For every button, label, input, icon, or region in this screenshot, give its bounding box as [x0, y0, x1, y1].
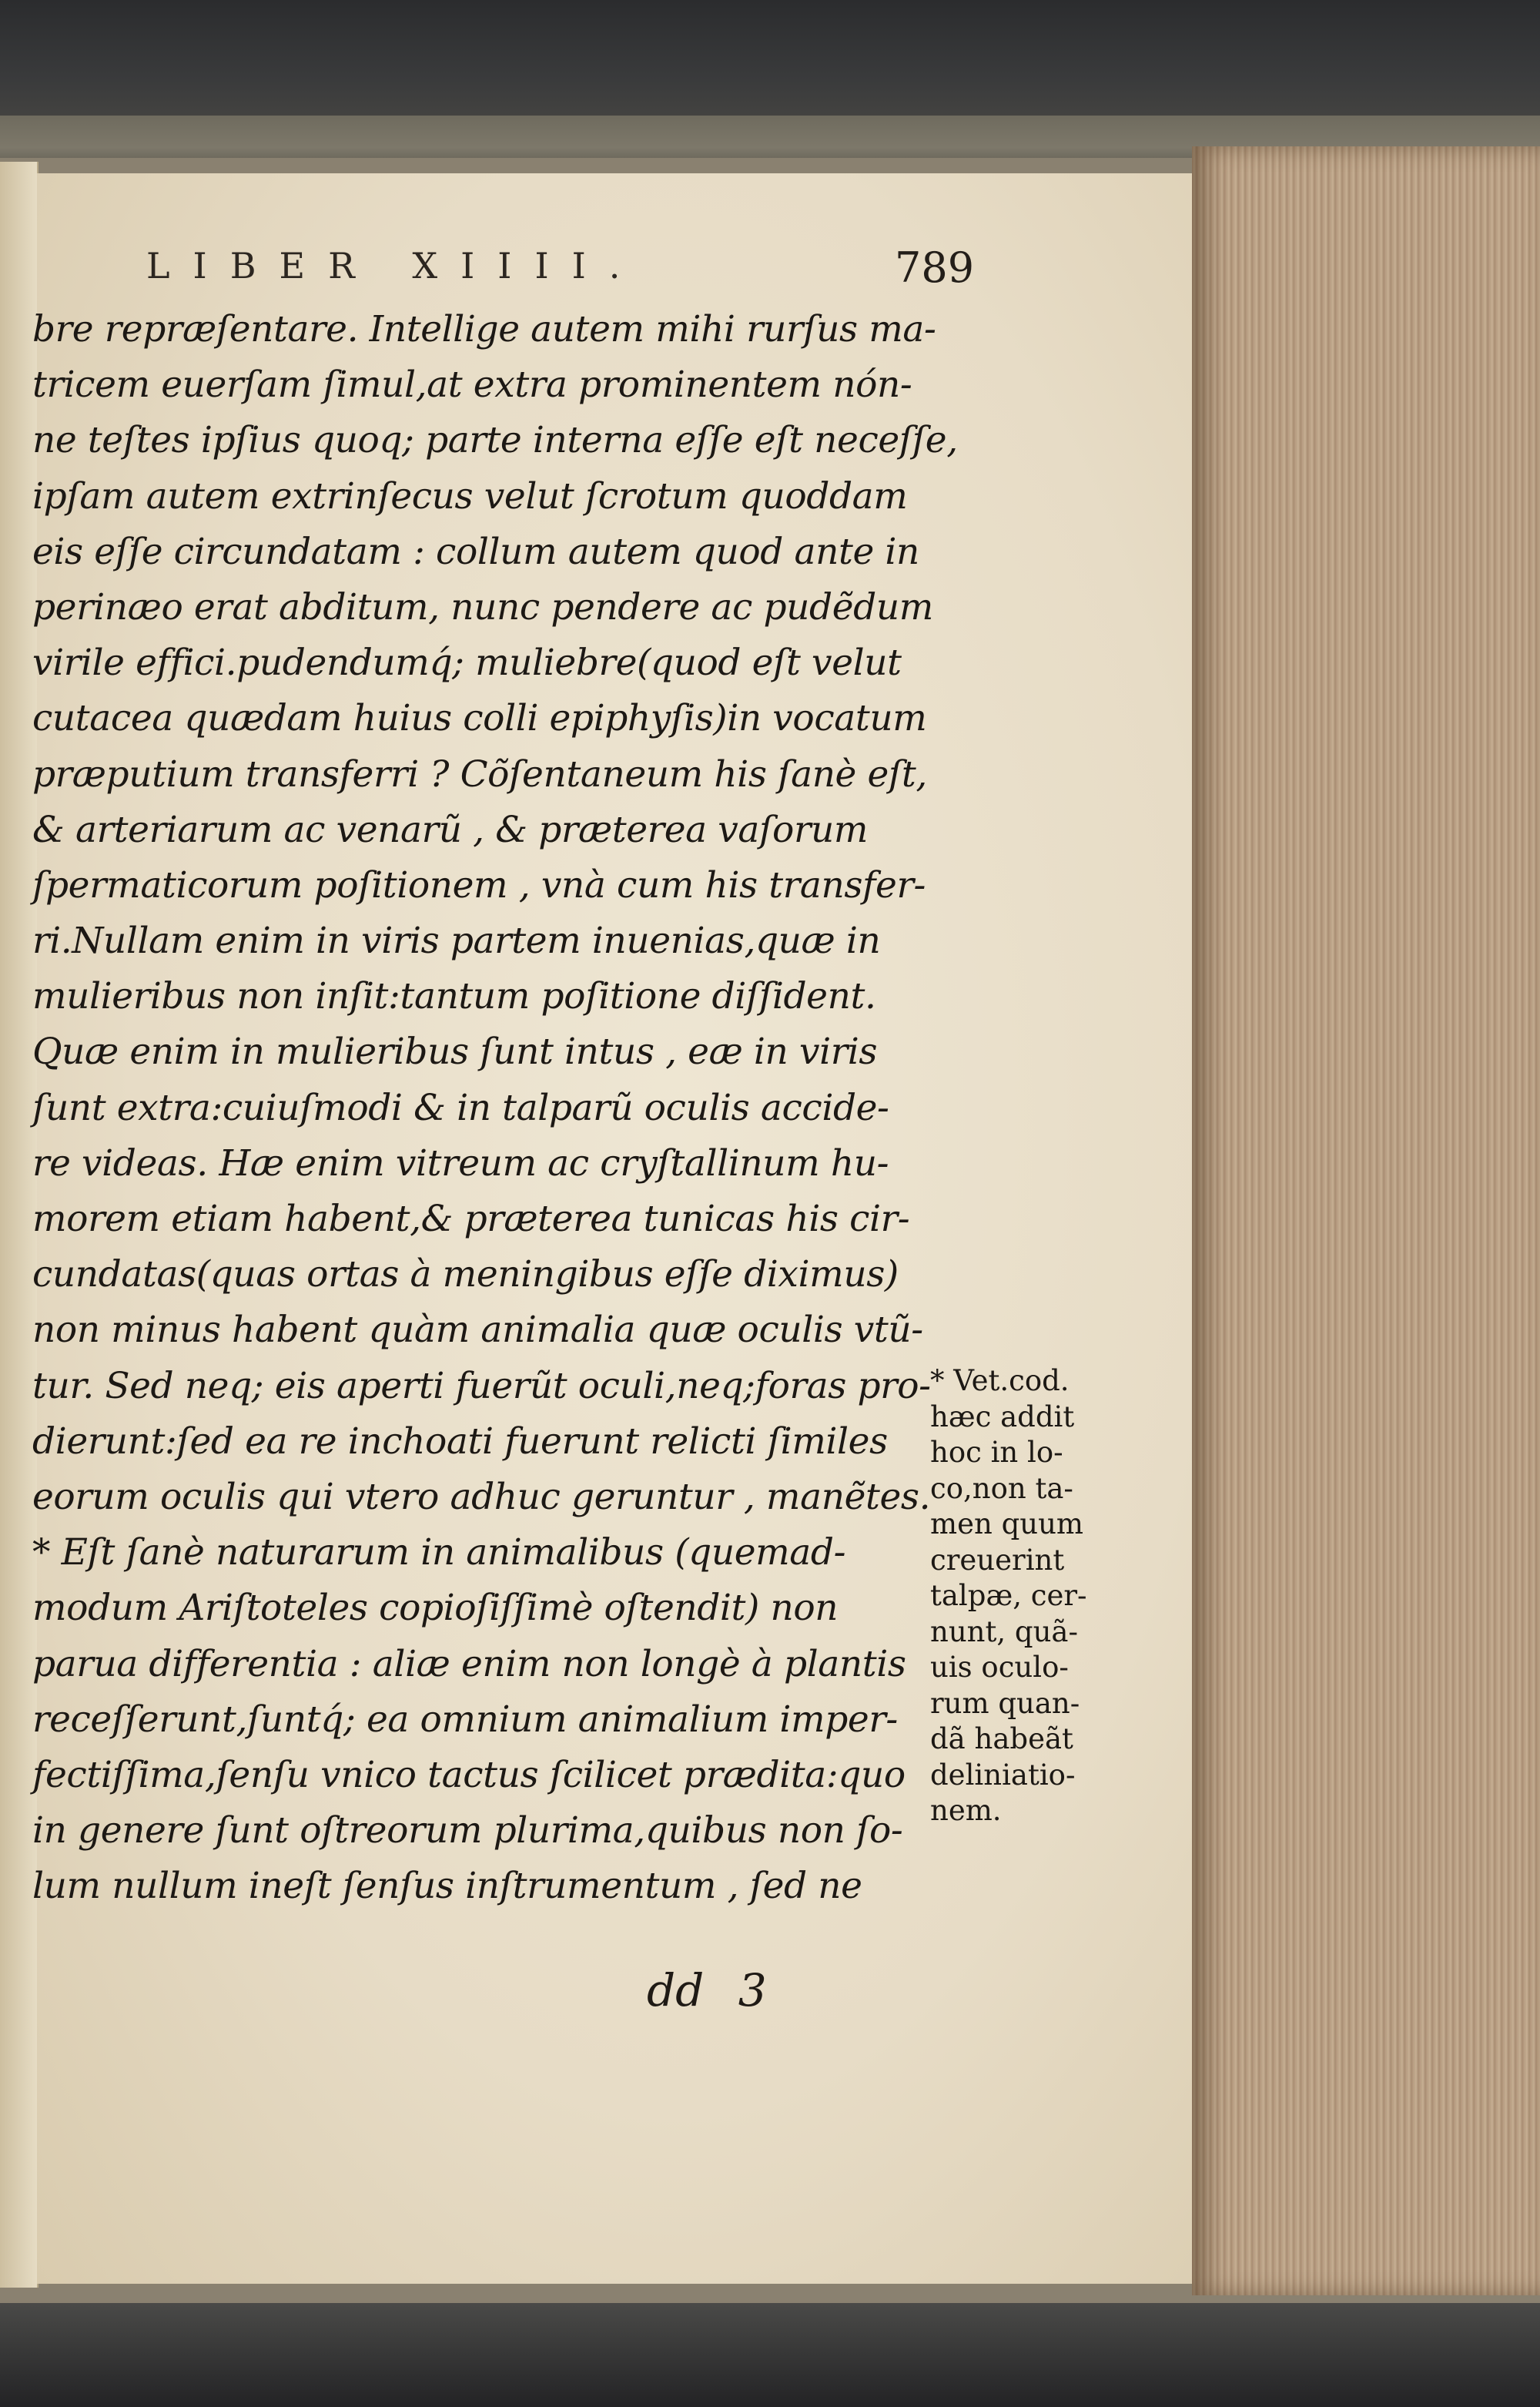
page-fore-edge: [1192, 146, 1540, 2295]
note-line: * Vet.cod.: [930, 1364, 1070, 1397]
text-line: re videas. Hæ enim vitreum ac cryſtallinum hu-: [32, 1141, 889, 1185]
marginal-note: [930, 1363, 1130, 1829]
text-line: virile effici.pudendumq́; muliebre(quod eſt velut: [32, 642, 902, 685]
text-line: Quæ enim in mulieribus ſunt intus , eæ in viris: [32, 1031, 878, 1074]
text-line: lum nullum ineſt ſenſus inſtrumentum , ſed ne: [32, 1865, 862, 1908]
note-line: nunt, quã-: [930, 1614, 1078, 1648]
note-line: nem.: [930, 1794, 1002, 1827]
text-line: præputium transferri ? Cõſentaneum his ſanè eſt,: [32, 753, 927, 796]
note-line: co,non ta-: [930, 1471, 1073, 1505]
text-line: ſpermaticorum poſitionem , vnà cum his transfer-: [32, 863, 926, 907]
page-number: 789: [895, 243, 975, 292]
note-line: hæc addit: [930, 1400, 1075, 1433]
text-line: cutacea quædam huius colli epiphyſis)in vocatum: [32, 697, 927, 740]
text-line: eis eſſe circundatam : collum autem quod ante in: [32, 530, 919, 573]
text-line: non minus habent quàm animalia quæ oculis vtũ-: [32, 1309, 923, 1352]
text-line: & arteriarum ac venarũ , & præterea vaſorum: [32, 808, 869, 851]
text-line: dierunt:ſed ea re inchoati fuerunt relicti ſimiles: [32, 1420, 888, 1463]
text-line: fectiſſima,ſenſu vnico tactus ſcilicet prædita:quo: [32, 1753, 906, 1796]
note-line: talpæ, cer-: [930, 1579, 1087, 1612]
note-line: rum quan-: [930, 1686, 1080, 1720]
background-bottom: [0, 2303, 1540, 2407]
text-line: parua differentia : aliæ enim non longè à plantis: [32, 1642, 906, 1685]
main-text: [32, 302, 958, 1914]
text-line: bre repræſentare. Intellige autem mihi rurſus ma-: [32, 308, 936, 350]
text-line: ipſam autem extrinſecus velut ſcrotum quoddam: [32, 474, 908, 518]
text-line: tur. Sed neq; eis aperti fuerũt oculi,neq;foras pro-: [32, 1364, 931, 1407]
note-line: creuerint: [930, 1543, 1065, 1577]
note-line: deliniatio-: [930, 1758, 1076, 1792]
text-line: ne teſtes ipſius quoq; parte interna eſſe eſt neceſſe,: [32, 419, 958, 462]
text-line: eorum oculis qui vtero adhuc geruntur , manẽtes.: [32, 1475, 931, 1518]
note-line: men quum: [930, 1507, 1084, 1540]
text-line: ſunt extra:cuiuſmodi & in talparũ oculis accide-: [32, 1086, 889, 1129]
note-line: dã habeãt: [930, 1722, 1073, 1755]
text-line: modum Ariſtoteles copioſiſſimè oſtendit) non: [32, 1587, 839, 1630]
text-line: cundatas(quas ortas à meningibus eſſe diximus): [32, 1253, 899, 1296]
text-line: * Eſt ſanè naturarum in animalibus (quemad-: [32, 1531, 846, 1574]
text-line: morem etiam habent,& præterea tunicas his cir-: [32, 1198, 910, 1240]
text-line: mulieribus non inſit:tantum poſitione diſſident.: [32, 975, 876, 1018]
text-line: ri.Nullam enim in viris partem inuenias,quæ in: [32, 920, 881, 963]
text-line: perinæo erat abditum, nunc pendere ac pudẽdum: [32, 585, 933, 629]
text-line: in genere ſunt oſtreorum plurima,quibus non ſo-: [32, 1809, 903, 1852]
note-line: hoc in lo-: [930, 1436, 1063, 1469]
running-head: LIBER XIIII.: [146, 245, 644, 287]
note-line: uis oculo-: [930, 1651, 1069, 1684]
text-line: receſſerunt,ſuntq́; ea omnium animalium imper-: [32, 1698, 898, 1741]
text-line: tricem euerſam ſimul,at extra prominentem nón-: [32, 364, 912, 407]
signature-mark: dd 3: [647, 1964, 767, 2016]
